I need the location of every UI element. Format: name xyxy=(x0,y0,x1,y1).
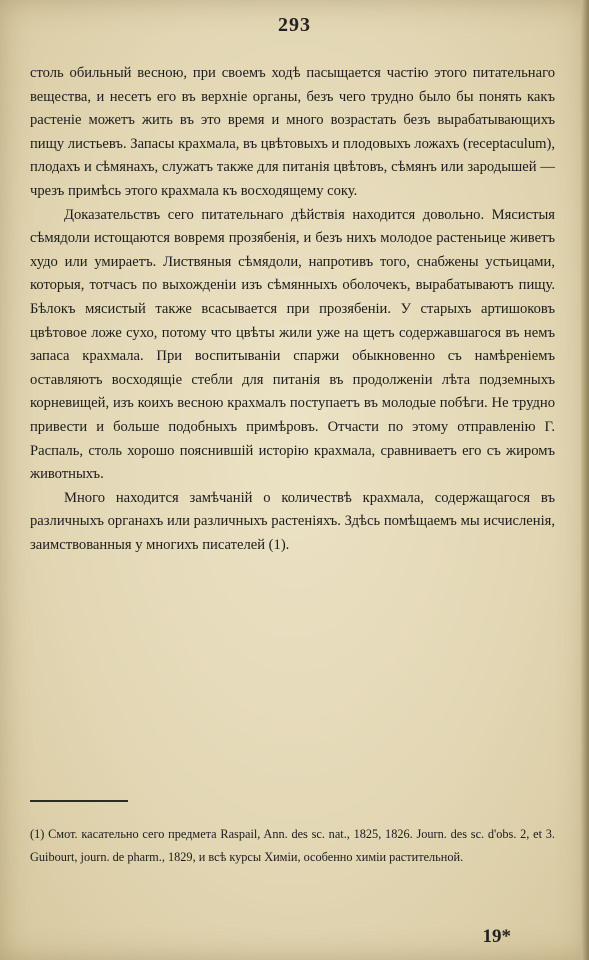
page-edge xyxy=(581,0,589,960)
footnote-rule xyxy=(30,800,128,802)
paragraph-observations: Много находится замѣчаній о количествѣ крахмала, содержащагося въ различныхъ органахъ или различныхъ растеніяхъ. Здѣсь помѣщаемъ мы исчисленія, заимствованныя у многихъ писателей (1). xyxy=(30,489,555,553)
page-number: 293 xyxy=(278,14,311,36)
paragraph-evidence: Доказательствъ сего питательнаго дѣйствія находится довольно. Мясистыя сѣмядоли истощаются вовремя прозябенія, и безъ нихъ молодое растеньице живетъ худо или умираетъ. Листвяныя сѣмядоли, напротивъ того, снабжены устьицами, которыя, тотчасъ по выхожденіи изъ сѣмянныхъ оболочекъ, вырабатываютъ пищу. Бѣлокъ мясистый также всасывается при прозябеніи. У старыхъ артишоковъ цвѣтовое ложе сухо, потому что цвѣты жили уже на щетъ содержавшагося въ немъ запаса крахмала. При воспитываніи спаржи обыкновенно съ намѣреніемъ оставляютъ восходящіе стебли для питанія въ продолженіи лѣта подземныхъ корневищей, изъ коихъ весною крахмалъ поступаетъ въ молодые побѣги. Не трудно привести и больше подобныхъ примѣровъ. Отчасти по этому отправленію Г. Распаль, столь хорошо пояснившій исторію крахмала, сравниваетъ его съ жиромъ животныхъ. xyxy=(30,206,555,483)
body-text xyxy=(30,62,555,557)
signature-mark: 19* xyxy=(482,926,511,947)
footnote: (1) Смот. касательно сего предмета Raspail, Ann. des sc. nat., 1825, 1826. Journ. des sc. d'obs. 2, et 3. Guibourt, journ. de pharm., 1829, и всѣ курсы Химіи, особенно химіи растительной. xyxy=(30,827,555,864)
paragraph-continued: столь обильный весною, при своемъ ходѣ пасыщается частію этого питательнаго вещества, и несетъ его въ верхніе органы, безъ чего трудно было бы понять какъ растеніе можетъ жить въ это время и много возрастать безъ вырабатывающихъ пищу листьевъ. Запасы крахмала, въ цвѣтовыхъ и плодовыхъ ложахъ (receptaculum), плодахъ и сѣмянахъ, служатъ также для питанія цвѣтовъ, сѣмянъ или зародышей — чрезъ примѣсь этого крахмала къ восходящему соку. xyxy=(30,65,555,199)
